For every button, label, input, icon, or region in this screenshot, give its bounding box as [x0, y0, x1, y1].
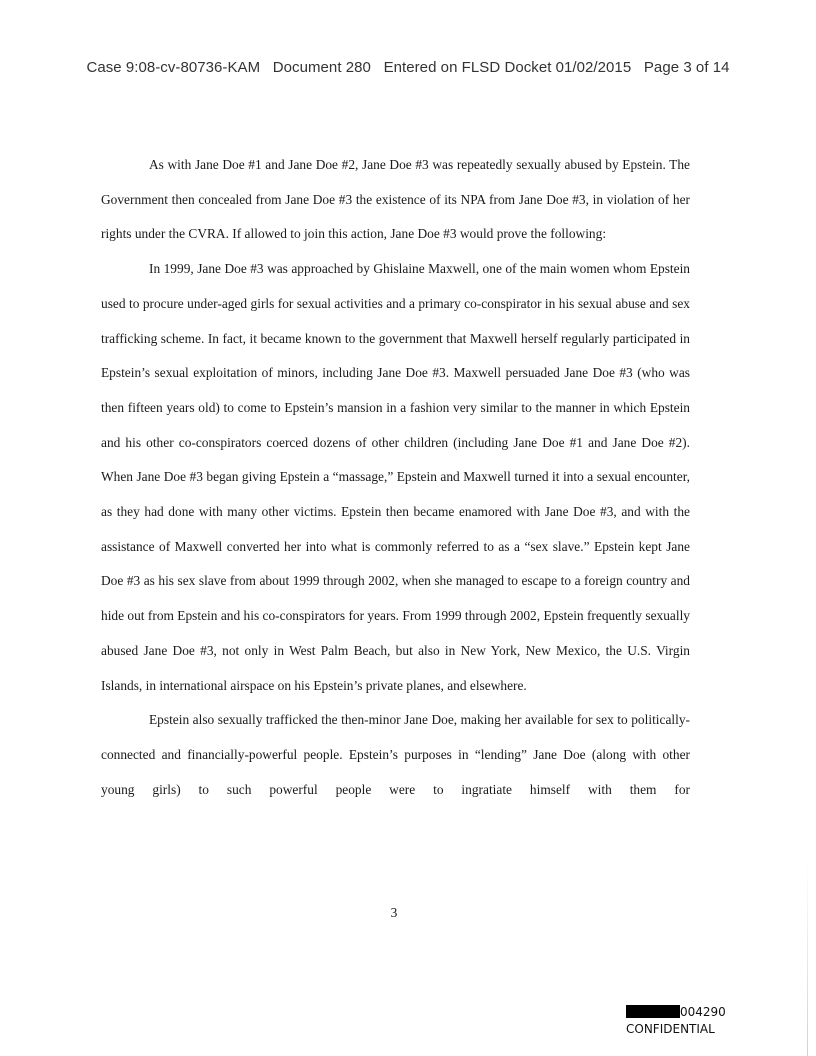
scan-edge-shadow: [807, 860, 808, 1056]
paragraph: As with Jane Doe #1 and Jane Doe #2, Jane Doe #3 was repeatedly sexually abused by Epstein. The Government then concealed from Jane Doe #3 the existence of its NPA from Jane Doe #3, in violation of her rights under the CVRA. If allowed to join this action, Jane Doe #3 would prove the following:: [101, 157, 690, 242]
docket-header: [0, 59, 816, 76]
bates-number: 004290: [680, 1005, 726, 1019]
page-number: 3: [390, 905, 398, 920]
document-body: [101, 148, 690, 807]
case-line: Case 9:08-cv-80736-KAM Document 280 Entered on FLSD Docket 01/02/2015 Page 3 of 14: [86, 59, 730, 76]
redaction-block: [626, 1005, 680, 1018]
bates-stamp: [626, 1004, 726, 1038]
paragraph: Epstein also sexually trafficked the then-minor Jane Doe, making her available for sex to politically-connected and financially-powerful people. Epstein’s purposes in “lending” Jane Doe (along with other young girls) to such powerful people were to ingratiate himself with them for: [101, 712, 690, 797]
paragraph: In 1999, Jane Doe #3 was approached by Ghislaine Maxwell, one of the main women whom Epstein used to procure under-aged girls for sexual activities and a primary co-conspirator in his sexual abuse and sex trafficking scheme. In fact, it became known to the government that Maxwell herself regularly participated in Epstein’s sexual exploitation of minors, including Jane Doe #3. Maxwell persuaded Jane Doe #3 (who was then fifteen years old) to come to Epstein’s mansion in a fashion very similar to the manner in which Epstein and his other co-conspirators coerced dozens of other children (including Jane Doe #1 and Jane Doe #2). When Jane Doe #3 began giving Epstein a “massage,” Epstein and Maxwell turned it into a sexual encounter, as they had done with many other victims. Epstein then became enamored with Jane Doe #3, and with the assistance of Maxwell converted her into what is commonly referred to as a “sex slave.” Epstein kept Jane Doe #3 as his sex slave from about 1999 through 2002, when she managed to escape to a foreign country and hide out from Epstein and his co-conspirators for years. From 1999 through 2002, Epstein frequently sexually abused Jane Doe #3, not only in West Palm Beach, but also in New York, New Mexico, the U.S. Virgin Islands, in international airspace on his Epstein’s private planes, and elsewhere.: [101, 261, 690, 693]
confidential-label: CONFIDENTIAL: [626, 1022, 715, 1036]
